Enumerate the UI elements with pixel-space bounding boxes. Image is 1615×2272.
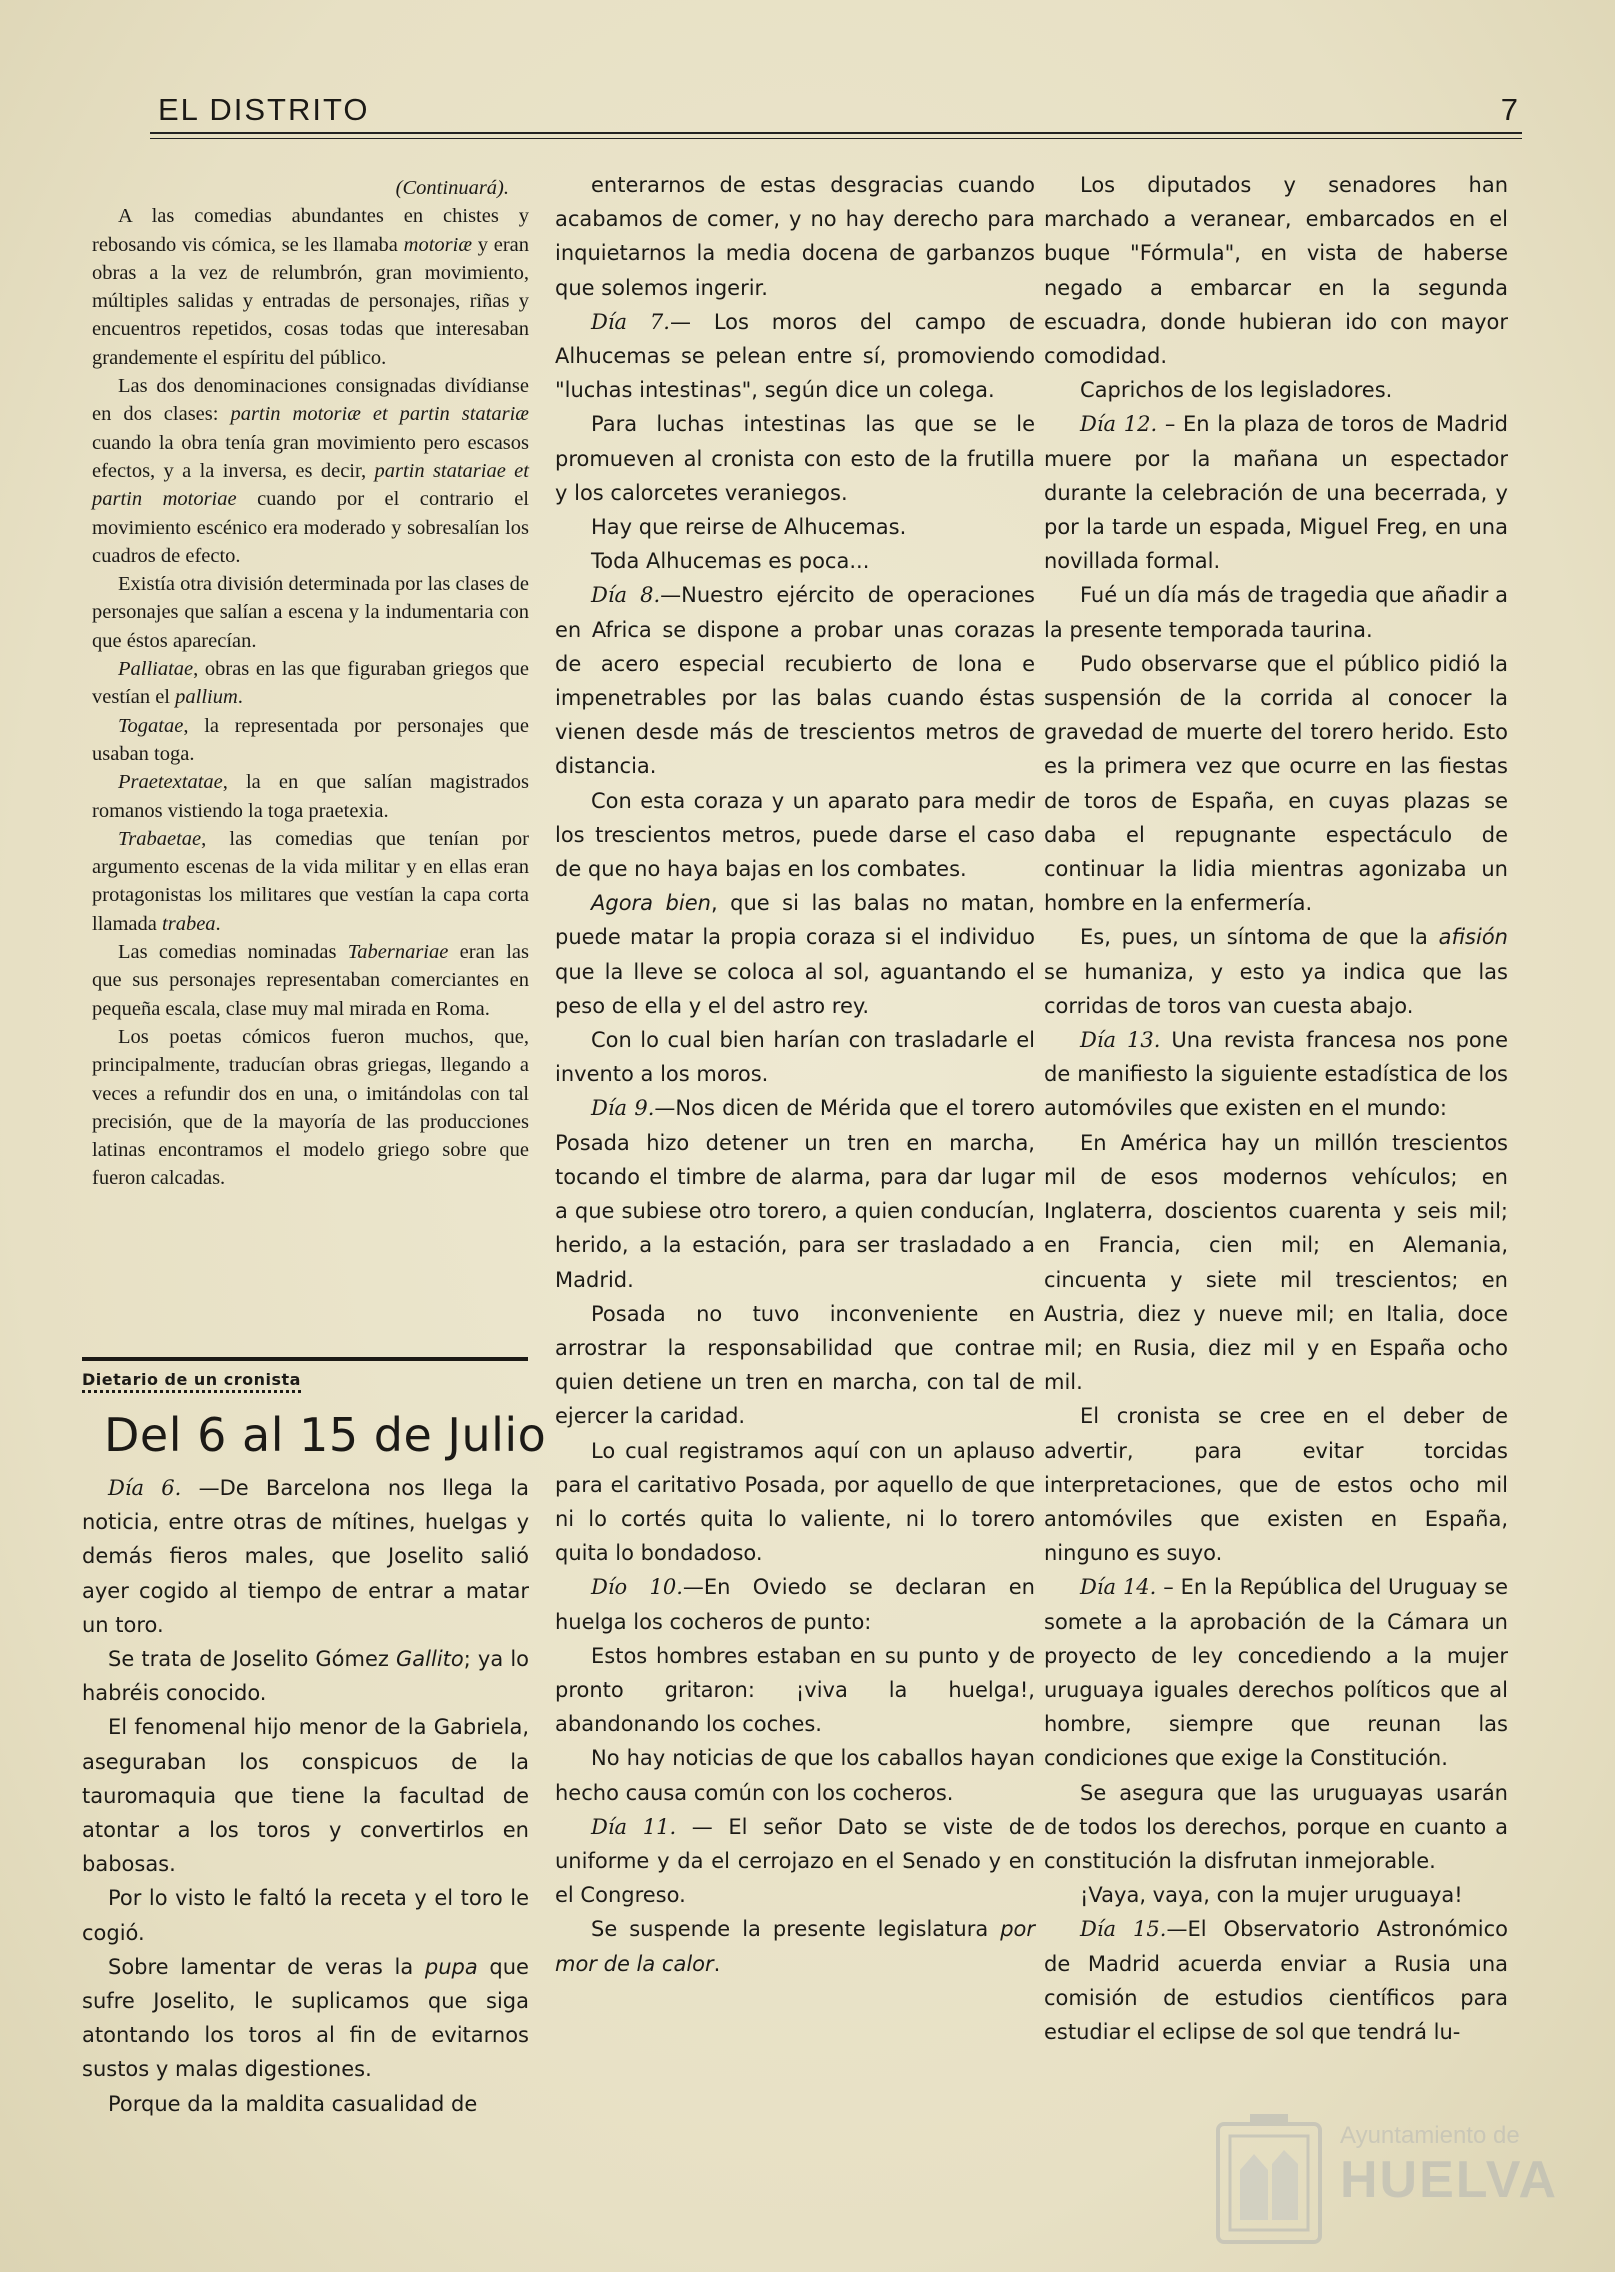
col1-paragraph: Los poetas cómicos fueron muchos, que, principalmente, traducían obras griegas, llegando a veces a refundir dos en una, o imitándolas con tal precisión, que de la mayoría de las producciones latinas encontramos el modelo griego sobre que fueron calcadas. xyxy=(92,1025,529,1190)
coat-of-arms-icon xyxy=(1210,2110,1328,2250)
col3-paragraph: Día 14. – En la República del Uruguay se somete a la aprobación de la Cámara un proyecto de ley concediendo a la mujer uruguaya iguales derechos políticos que al hombre, siempre que reunan las condiciones que exige la Constitución. xyxy=(1044,1575,1508,1771)
section-rule xyxy=(82,1357,528,1361)
col3-paragraph: Día 15.—El Observatorio Astronómico de Madrid acuerda enviar a Rusia una comisión de estudios científicos para estudiar el eclipse de sol que tendrá lu- xyxy=(1044,1917,1508,2044)
col2-paragraph: Para luchas intestinas las que se le promueven al cronista con esto de la frutilla y los calorcetes veraniegos. xyxy=(555,412,1035,505)
col3-paragraph: El cronista se cree en el deber de advertir, para evitar torcidas interpretaciones, que de estos ocho mil antomóviles que existen en España, ninguno es suyo. xyxy=(1044,1404,1508,1566)
col1b-paragraph: Por lo visto le faltó la receta y el toro le cogió. xyxy=(82,1886,529,1945)
col2-paragraph: Con lo cual bien harían con trasladarle el invento a los moros. xyxy=(555,1028,1035,1087)
col1-paragraph: Trabaetae, las comedias que tenían por argumento escenas de la vida militar y en ellas eran protagonistas los militares que vestían la capa corta llamada trabea. xyxy=(92,827,529,935)
page-header xyxy=(158,92,1518,132)
watermark-line-1: Ayuntamiento de xyxy=(1340,2122,1520,2149)
column-2 xyxy=(555,168,1035,1981)
watermark-line-2: HUELVA xyxy=(1340,2151,1559,2209)
col3-paragraph: Pudo observarse que el público pidió la suspensión de la corrida al conocer la gravedad de muerte del torero herido. Esto es la primera vez que ocurre en las fiestas de toros de España, en cuyas plazas se daba el repugnante espectáculo de continuar la lidia mientras agonizaba un hombre en la enfermería. xyxy=(1044,651,1508,916)
page-number: 7 xyxy=(1500,92,1518,127)
col1b-paragraph: Sobre lamentar de veras la pupa que sufre Joselito, le suplicamos que siga atontando los toros al fin de evitarnos sustos y malas digestiones. xyxy=(82,1954,529,2082)
column-1-article xyxy=(92,168,529,1193)
col1b-paragraph: Día 6. —De Barcelona nos llega la noticia, entre otras de mítines, huelgas y demás fieros males, que Joselito salió ayer cogido al tiempo de entrar a matar un toro. xyxy=(82,1476,529,1637)
header-rule-thin xyxy=(150,138,1522,139)
col1-paragraph: Praetextatae, la en que salían magistrados romanos vistiendo la toga praetexia. xyxy=(92,771,529,822)
header-rule xyxy=(150,132,1522,134)
column-3 xyxy=(1044,168,1508,2049)
col3-paragraph: Caprichos de los legisladores. xyxy=(1080,378,1393,403)
col1-paragraph: Existía otra división determinada por las clases de personajes que salían a escena y la indumentaria con que éstos aparecían. xyxy=(92,573,529,652)
col1b-paragraph: Se trata de Joselito Gómez Gallito; ya lo habréis conocido. xyxy=(82,1647,530,1706)
col2-paragraph: Dío 10.—En Oviedo se declaran en huelga los cocheros de punto: xyxy=(555,1575,1035,1634)
column-1-dietario xyxy=(82,1471,529,2121)
col3-paragraph: Los diputados y senadores han marchado a veranear, embarcados en el buque "Fórmula", en vista de haberse negado a embarcar en la segunda escuadra, donde hubieran ido con mayor comodidad. xyxy=(1044,173,1508,369)
col3-paragraph: Día 13. Una revista francesa nos pone de manifiesto la siguiente estadística de los automóviles que existen en el mundo: xyxy=(1044,1028,1508,1121)
col1b-paragraph: Porque da la maldita casualidad de xyxy=(108,2091,478,2116)
continuara-note: (Continuará). xyxy=(395,177,509,199)
section-label: Dietario de un cronista xyxy=(82,1370,301,1393)
section-title: Del 6 al 15 de Julio xyxy=(104,1408,547,1462)
col1-paragraph: Togatae, la representada por personajes que usaban toga. xyxy=(92,714,529,765)
huelva-watermark xyxy=(1200,2110,1559,2250)
col2-paragraph: Posada no tuvo inconveniente en arrostrar la responsabilidad que contrae quien detiene un tren en marcha, con tal de ejercer la caridad. xyxy=(555,1301,1035,1429)
publication-title: EL DISTRITO xyxy=(158,92,370,127)
col2-paragraph: Con esta coraza y un aparato para medir los trescientos metros, puede darse el caso de que no haya bajas en los combates. xyxy=(555,788,1035,882)
col2-paragraph: enterarnos de estas desgracias cuando acabamos de comer, y no hay derecho para inquietarnos la media docena de garbanzos que solemos ingerir. xyxy=(555,173,1035,300)
col3-paragraph: Día 12. – En la plaza de toros de Madrid muere por la mañana un espectador durante la celebración de una becerrada, y por la tarde un espada, Miguel Freg, en una novillada formal. xyxy=(1044,412,1508,574)
col1-paragraph: Las dos denominaciones consignadas divídianse en dos clases: partin motoriæ et partin statariæ cuando la obra tenía gran movimiento pero escasos efectos, y a la inversa, es decir, partin statariae et partin motoriae cuando por el contrario el movimiento escénico era moderado y sobresalían los cuadros de efecto. xyxy=(92,375,529,567)
col1-paragraph: Palliatae, obras en las que figuraban griegos que vestían el pallium. xyxy=(92,658,529,709)
col2-paragraph: Día 11. — El señor Dato se viste de uniforme y da el cerrojazo en el Senado y en el Congreso. xyxy=(555,1814,1035,1908)
col3-paragraph: En América hay un millón trescientos mil de esos modernos vehículos; en Inglaterra, doscientos cuarenta y seis mil; en Francia, cien mil; en Alemania, cincuenta y siete mil trescientos; en Austria, diez y nueve mil; en Italia, doce mil; en Rusia, diez mil y en España ocho mil. xyxy=(1044,1130,1508,1395)
col2-paragraph: Día 8.—Nuestro ejército de operaciones en Africa se dispone a probar unas corazas de acero especial recubierto de lona e impenetrables por las balas cuando éstas vienen desde más de trescientos metros de distancia. xyxy=(555,583,1035,779)
col3-paragraph: Se asegura que las uruguayas usarán de todos los derechos, porque en cuanto a constitución la disfrutan inmejorable. xyxy=(1044,1780,1508,1873)
col2-paragraph: Hay que reirse de Alhucemas. xyxy=(591,515,907,540)
col2-paragraph: Día 7.— Los moros del campo de Alhucemas se pelean entre sí, promoviendo "luchas intestinas", según dice un colega. xyxy=(555,309,1035,403)
col1-paragraph: A las comedias abundantes en chistes y rebosando vis cómica, se les llamaba motoriæ y eran obras a la vez de relumbrón, gran movimiento, múltiples salidas y entradas de personajes, riñas y encuentros repetidos, cosas todas que interesaban grandemente el espíritu del público. xyxy=(92,205,529,369)
col2-paragraph: Estos hombres estaban en su punto y de pronto gritaron: ¡viva la huelga!, abandonando los coches. xyxy=(555,1643,1035,1737)
col1-paragraph: Las comedias nominadas Tabernariae eran las que sus personajes representaban comerciantes en pequeña escala, clase muy mal mirada en Roma. xyxy=(92,941,529,1020)
col2-paragraph: Toda Alhucemas es poca... xyxy=(591,549,870,574)
col2-paragraph: Día 9.—Nos dicen de Mérida que el torero Posada hizo detener un tren en marcha, tocando el timbre de alarma, para dar lugar a que subiese otro torero, a quien conducían, herido, a la estación, para ser trasladado a Madrid. xyxy=(555,1096,1035,1292)
col1b-paragraph: El fenomenal hijo menor de la Gabriela, aseguraban los conspicuos de la tauromaquia que tiene la facultad de atontar a los toros y convertirlos en babosas. xyxy=(82,1715,529,1877)
col3-paragraph: Fué un día más de tragedia que añadir a la presente temporada taurina. xyxy=(1044,583,1508,642)
col2-paragraph: Lo cual registramos aquí con un aplauso para el caritativo Posada, por aquello de que ni lo cortés quita lo valiente, ni lo torero quita lo bondadoso. xyxy=(555,1438,1035,1566)
col2-paragraph: Se suspende la presente legislatura por mor de la calor. xyxy=(555,1917,1035,1976)
col2-paragraph: Agora bien, que si las balas no matan, puede matar la propia coraza si el individuo que la lleve se coloca al sol, aguantando el peso de ella y el del astro rey. xyxy=(555,891,1035,1018)
col3-paragraph: Es, pues, un síntoma de que la afisión se humaniza, y esto ya indica que las corridas de toros van cuesta abajo. xyxy=(1044,925,1508,1018)
col3-paragraph: ¡Vaya, vaya, con la mujer uruguaya! xyxy=(1080,1883,1463,1908)
col2-paragraph: No hay noticias de que los caballos hayan hecho causa común con los cocheros. xyxy=(555,1746,1035,1805)
